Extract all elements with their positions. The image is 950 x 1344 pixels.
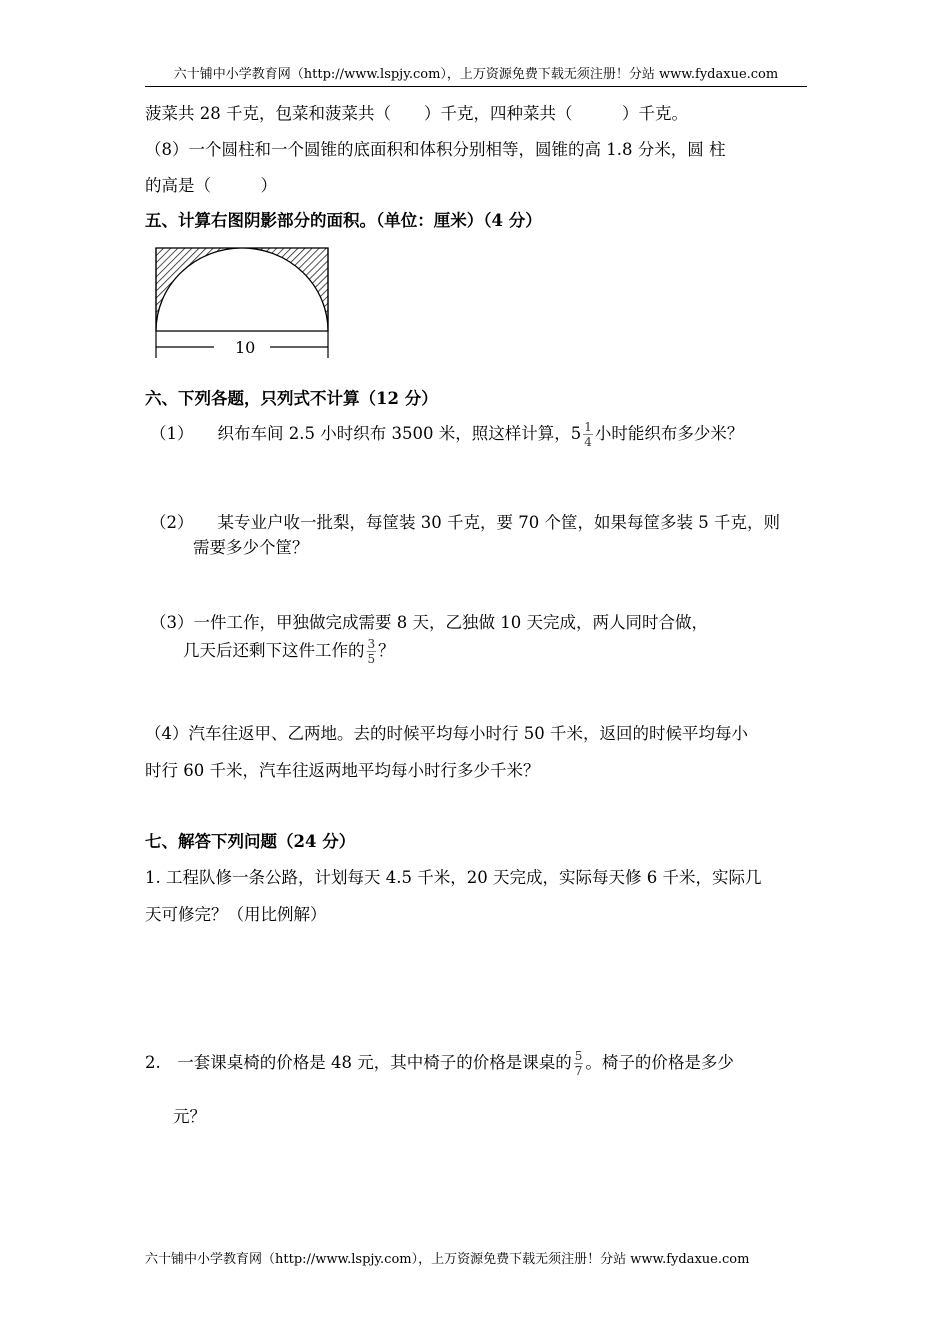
question-8-line1: （8）一个圆柱和一个圆锥的底面积和体积分别相等，圆锥的高 1.8 分米，圆 柱 [145, 140, 726, 159]
s6-problem-2-line2: 需要多少个筐？ [193, 538, 309, 557]
fraction-1-4: $\frac{1}{4}$ [584, 420, 592, 449]
s6-problem-3-line1: （3）一件工作，甲独做完成需要 8 天，乙独做 10 天完成，两人同时合做， [150, 613, 708, 632]
fraction-3-5: $\frac{3}{5}$ [367, 637, 376, 666]
section-6-title: 六、下列各题，只列式不计算（12 分） [145, 389, 438, 408]
s6-problem-3-line2: 几天后还剩下这件工作的 $\frac{3}{5}$ ？ [183, 637, 395, 666]
question-7-continued: 菠菜共 28 千克，包菜和菠菜共（ ）千克，四种菜共（ ）千克。 [145, 104, 688, 123]
fraction-5-7: $\frac{5}{7}$ [574, 1049, 583, 1078]
s7-problem-1-line1: 1. 工程队修一条公路，计划每天 4.5 千米，20 天完成，实际每天修 6 千米，实际几 [145, 868, 762, 887]
dimension-label: 10 [235, 338, 256, 357]
page-header: 六十铺中小学教育网（http://www.lspjy.com），上万资源免费下载无须注册！分站 www.fydaxue.com [145, 66, 807, 87]
shaded-area-figure [150, 240, 340, 369]
s6-p1-text-b: 小时能织布多少米？ [594, 424, 744, 443]
s6-p1-number: （1） [150, 424, 194, 443]
s6-p1-text-a: 织布车间 2.5 小时织布 3500 米，照这样计算，5 [217, 424, 582, 443]
s6-problem-4-line1: （4）汽车往返甲、乙两地。去的时候平均每小时行 50 千米，返回的时候平均每小 [145, 724, 748, 743]
page-footer: 六十铺中小学教育网（http://www.lspjy.com），上万资源免费下载无须注册！分站 www.fydaxue.com [145, 1252, 750, 1267]
s7-problem-2-line2: 元？ [173, 1107, 206, 1126]
s7-problem-1-line2: 天可修完？（用比例解） [145, 905, 327, 924]
semicircle-diagram [150, 240, 340, 365]
question-8-line2: 的高是（ ） [145, 176, 277, 195]
s6-problem-2-line1: （2） 某专业户收一批梨，每筐装 30 千克，要 70 个筐，如果每筐多装 5 千克，则 [150, 513, 780, 532]
section-5-title: 五、计算右图阴影部分的面积。（单位：厘米）（4 分） [145, 211, 542, 230]
section-7-title: 七、解答下列问题（24 分） [145, 832, 356, 851]
s7-problem-2-line1: 2. 一套课桌椅的价格是 48 元，其中椅子的价格是课桌的 $\frac{5}{7}$ 。椅子的价格是多少 [145, 1049, 734, 1078]
s6-problem-4-line2: 时行 60 千米，汽车往返两地平均每小时行多少千米？ [145, 761, 540, 780]
s6-problem-1 [150, 420, 743, 449]
